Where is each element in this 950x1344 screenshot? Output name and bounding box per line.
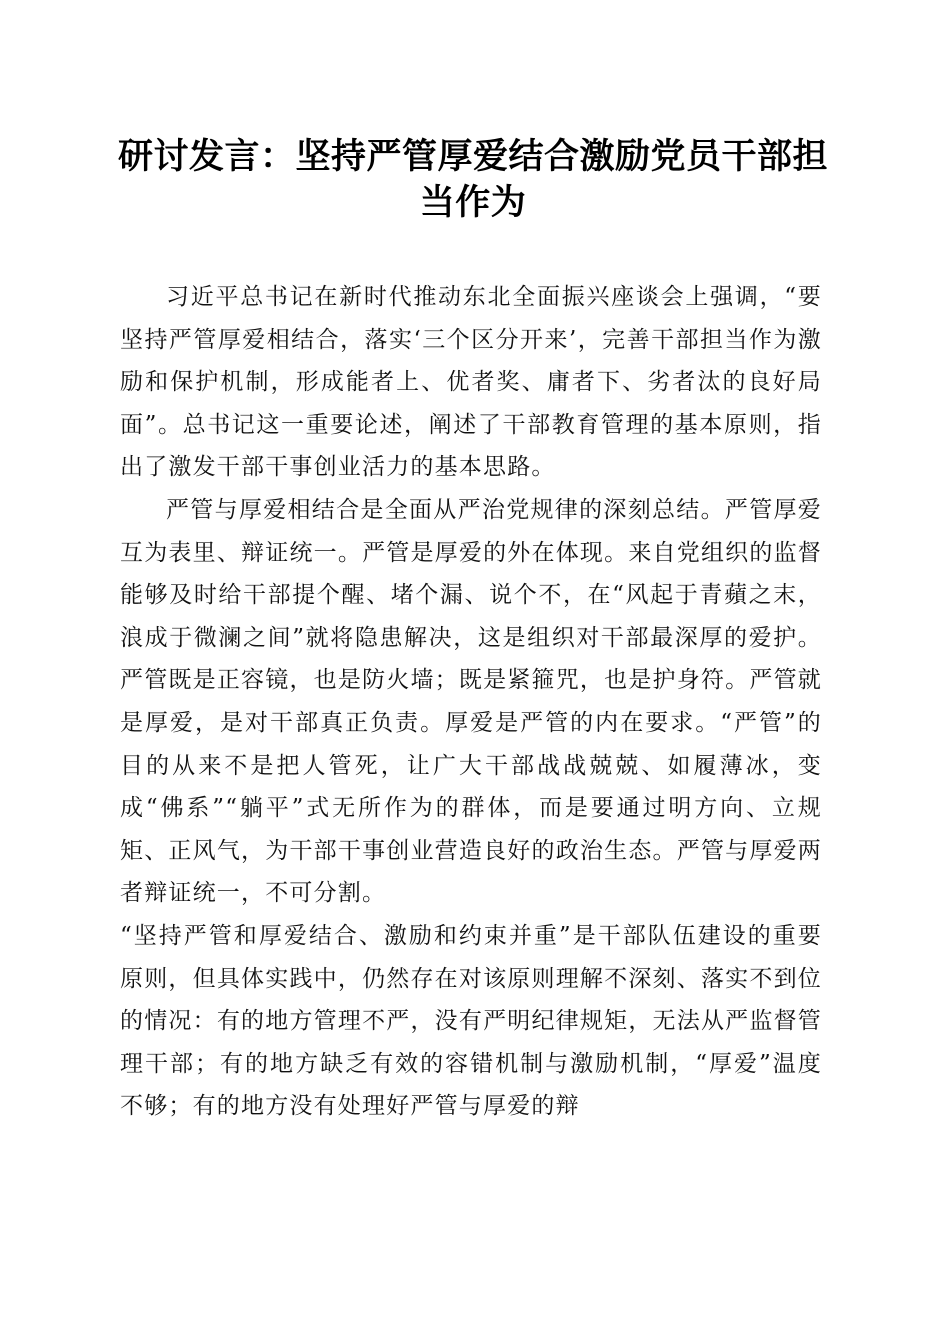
paragraph-2: 严管与厚爱相结合是全面从严治党规律的深刻总结。严管厚爱互为表里、辩证统一。严管是厚爱的外在体现。来自党组织的监督能够及时给干部提个醒、堵个漏、说个不，在“风起于青蘋之末，浪成于微澜之间”就将隐患解决，这是组织对干部最深厚的爱护。严管既是正容镜，也是防火墙；既是紧箍咒，也是护身符。严管就是厚爱，是对干部真正负责。厚爱是严管的内在要求。“严管”的目的从来不是把人管死，让广大干部战战兢兢、如履薄冰，变成“佛系”“躺平”式无所作为的群体，而是要通过明方向、立规矩、正风气，为干部干事创业营造良好的政治生态。严管与厚爱两者辩证统一，不可分割。 — [120, 496, 822, 907]
paragraph-3: “坚持严管和厚爱结合、激励和约束并重”是干部队伍建设的重要原则，但具体实践中，仍然存在对该原则理解不深刻、落实不到位的情况：有的地方管理不严，没有严明纪律规矩，无法从严监督管理干部；有的地方缺乏有效的容错机制与激励机制，“厚爱”温度不够；有的地方没有处理好严管与厚爱的辩 — [120, 922, 822, 1120]
paragraph-1: 习近平总书记在新时代推动东北全面振兴座谈会上强调，“要坚持严管厚爱相结合，落实‘三个区分开来’，完善干部担当作为激励和保护机制，形成能者上、优者奖、庸者下、劣者汰的良好局面”。总书记这一重要论述，阐述了干部教育管理的基本原则，指出了激发干部干事创业活力的基本思路。 — [120, 284, 822, 481]
document-title: 研讨发言：坚持严管厚爱结合激励党员干部担当作为 — [118, 136, 829, 223]
document-body — [120, 276, 822, 1128]
